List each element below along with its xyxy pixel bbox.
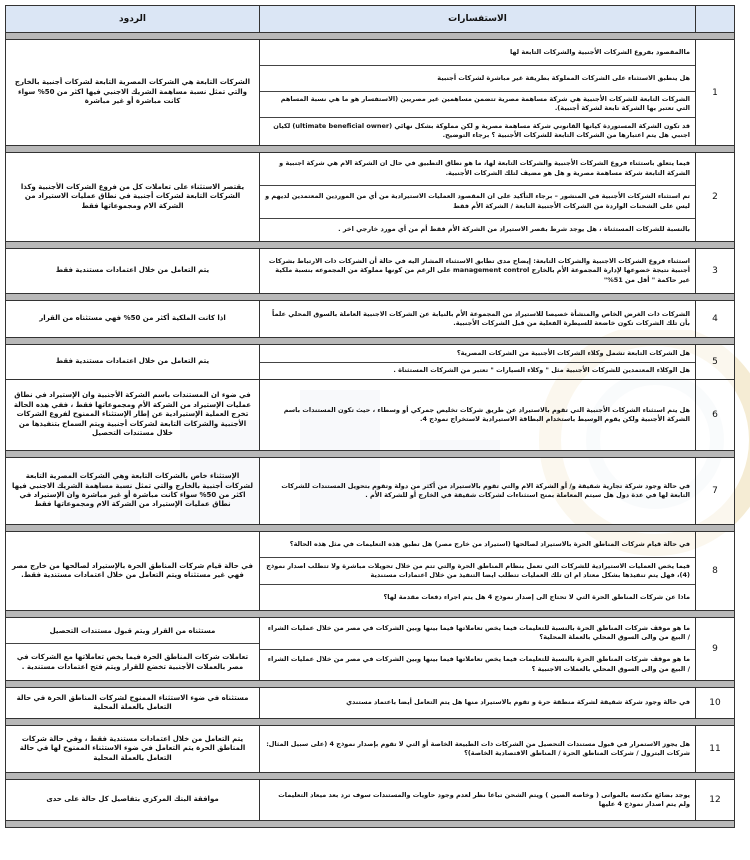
- question: في حالة قيام شركات المناطق الحرة بالاستيراد لصالحها (استيراد من خارج مصر) هل تطبق هذه التعليمات في مثل هذه الحالة؟: [260, 532, 695, 558]
- table-header: [6, 6, 734, 33]
- answer-cell: يتم التعامل من خلال اعتمادات مستندية فقط: [55, 266, 210, 275]
- question: الشركات ذات الغرض الخاص والمنشأة خصيصا للاستيراد من المجموعة الأم بالنيابة عن الشركات الاجنبية العاملة بالسوق المحلي علماً بأن تلك الشركات تكون خاضعة للسيطرة الفعلية من قبل الشركات الأجنبية.: [272, 309, 690, 327]
- row-number: 3: [695, 249, 734, 293]
- row-number: 7: [695, 458, 734, 524]
- questions-cell: [259, 780, 695, 820]
- row-number: 2: [695, 153, 734, 241]
- row-separator: [6, 146, 734, 153]
- row-separator: [6, 294, 734, 301]
- row-number: 8: [695, 532, 734, 610]
- row-separator: [6, 525, 734, 532]
- table-row: [6, 780, 734, 821]
- table-row: [6, 153, 734, 242]
- question: ما هو موقف شركات المناطق الحرة بالنسبة للتعليمات فيما يخص تعاملاتها فيما بينها وبين الشركات في مصر من خلال عمليات الشراء / البيع من والى السوق المحلي بالعملات الاجنبية ؟: [267, 655, 690, 673]
- question: فيما يتعلق باستثناء فروع الشركات الأجنبية والشركات التابعة لها، ما هو نطاق التطبيق في حال ان الشركة الام هي شركة اجنبية و الشركة التابعة شركة مساهمة مصرية و هل هو مضيف لتلك الشركات الأجنبية.: [260, 153, 695, 186]
- questions-cell: [259, 618, 695, 680]
- header-questions: الاستفسارات: [259, 6, 695, 32]
- row-separator: [6, 33, 734, 40]
- answer-cell: في حالة قيام شركات المناطق الحرة بالإستيراد لصالحها من خارج مصر فهي غير مستثناه ويتم التعامل من خلال اعتمادات مستندية فقط.: [12, 561, 253, 579]
- answer-cell: في ضوء ان المستندات باسم الشركة الأجنبية وان الإستيراد في نطاق عمليات الإستيراد من الشركة الأم ومجموعاتها فقط ، ففي هذه الحالة تخرج العملية الإستيرادية عن إطار الإستثناء الممنوح لفروع الشركات الأجنبية والشركات التابعة لشركات أجنبية ويتم السماح بتنفيذها من خلال مستندات التحصيل: [13, 391, 252, 438]
- row-separator: [6, 451, 734, 458]
- question: ماذا عن شركات المناطق الحرة التي لا تحتاج الى إصدار نموذج 4 هل يتم اجراء دفعات مقدمة لها؟: [383, 592, 690, 601]
- header-answers: الردود: [119, 13, 146, 24]
- row-separator: [6, 611, 734, 618]
- questions-cell: [259, 380, 695, 450]
- row-number: 6: [695, 380, 734, 450]
- question: بالنسبة للشركات المستثناة ، هل يوجد شرط بقصر الاستيراد من الشركة الأم فقط أم من أي مورد خارجي اخر .: [338, 225, 690, 234]
- answer-cell: موافقة البنك المركزي بتفاصيل كل حالة على حدى: [46, 795, 219, 804]
- question: تم استثناء الشركات الأجنبية في المنشور – برجاء التأكيد على ان المقصود العمليات الاستيرادية من أي من الموردين المعتمدين لديهم و ليس على الشحنات الواردة من الشركات الأجنبية التابعة / الشركة الأم فقط: [260, 186, 695, 219]
- row-number: 10: [695, 688, 734, 718]
- table-row: [6, 458, 734, 525]
- row-number: 11: [695, 726, 734, 772]
- answer-cell: اذا كانت الملكية أكثر من 50% فهي مستثناه من القرار: [39, 314, 226, 323]
- questions-cell: [259, 153, 695, 241]
- row-separator: [6, 773, 734, 780]
- answers-cell: [6, 618, 259, 680]
- question: هل الوكلاء المعتمدين للشركات الأجنبية مثل " وكلاء السيارات " تعتبر من الشركات المستثناة .: [393, 366, 690, 375]
- answer-cell: مستثناه في ضوء الاستثناء الممنوح لشركات المناطق الحرة في حالة التعامل بالعملة المحلية: [16, 693, 249, 711]
- table-row: [6, 726, 734, 773]
- row-separator: [6, 242, 734, 249]
- faq-table: [5, 5, 735, 828]
- question: هل الشركات التابعة تشمل وكلاء الشركات الأجنبية من الشركات المصرية؟: [260, 345, 695, 363]
- questions-cell: [259, 458, 695, 524]
- row-separator: [6, 719, 734, 726]
- question: الشركات التابعة للشركات الأجنبية هي شركة مساهمة مصرية تتضمن مساهمين غير مصريين (الاستفسار هو ما هي نسبة المساهم التي تعتبر بها الشركة تابعة لشركة أجنبية).: [260, 92, 695, 118]
- questions-cell: [259, 345, 695, 379]
- row-number: 4: [695, 301, 734, 337]
- question: ماالمقصود بفروع الشركات الأجنبية والشركات التابعة لها: [260, 40, 695, 66]
- row-number: 9: [695, 618, 734, 680]
- table-row: [6, 345, 734, 380]
- answer-cell: الإستثناء خاص بالشركات التابعة وهي الشركات المصرية التابعة لشركات أجنبية بالخارج والتي تمثل نسبة مساهمة الشريك الاجنبي فيها اكثر من 50% سواء كانت مباشرة أو غير مباشرة وان الإستيراد في نطاق عمليات الإستيراد من الشركة الام ومجموعاتها فقط: [12, 472, 253, 509]
- answer-cell: الشركات التابعة هي الشركات المصرية التابعة لشركات أجنبية بالخارج والتي تمثل نسبة مساهمة الشريك الاجنبي فيها اكثر من 50% سواء كانت مباشرة أو غير مباشرة: [14, 78, 251, 106]
- question: يوجد بضائع مكدسه بالموانى ( وخاصه الصين ) ويتم الشحن تباعا نظر لعدم وجود حاويات والمستندات سوف ترد بعد ميعاد التعليمات ولم يتم اصدار نموذج 4 عليها: [278, 790, 690, 808]
- row-separator: [6, 338, 734, 345]
- header-num: [695, 6, 734, 32]
- question: هل ينطبق الاستثناء على الشركات المملوكة بطريقة غير مباشرة لشركات أجنبية: [260, 66, 695, 92]
- table-row: [6, 532, 734, 611]
- question: هل يتم استثناء الشركات الأجنبية التي تقوم بالاستيراد عن طريق شركات تخليص جمركي أو وسطاء ، حيث تكون المستندات باسم الشركة الأجنبية ولكن يقوم الوسيط باستخدام البطاقة الاستيرادية لاستخراج نموذج 4.: [283, 405, 690, 423]
- question: فيما يخص العمليات الاستيرادية للشركات التي تعمل بنظام المناطق الحرة والتي تتم من خلال تحويلات مباشرة ولا تتطلب اصدار نموذج (4)، فهل يتم تنفيذها بشكل معتاد ام ان تلك العمليات تتطلب ايضا التنفيذ من خلال اعتمادات مستندية: [260, 558, 695, 585]
- table-row: [6, 688, 734, 719]
- row-separator: [6, 821, 734, 827]
- question: قد تكون الشركة المستوردة كيانها القانوني شركة مساهمة مصرية و لكن مملوكة بشكل نهائي (ultimate beneficial owner) لكيان اجنبي هل يتم اعتبارها من الشركات التابعة للشركات الأجنبية ؟ برجاء التوضيح.: [273, 121, 690, 140]
- question: هل يجوز الاستمرار في قبول مستندات التحصيل من الشركات ذات الطبيعة الخاصة أو التي لا تقوم بإصدار نموذج 4 (على سبيل المثال: شركات البترول / شركات المناطق الحرة / المناطق الاقتصادية الخاصة)؟: [266, 739, 690, 757]
- questions-cell: [259, 726, 695, 772]
- table-row: [6, 380, 734, 451]
- question: في حالة وجود شركة شقيقة لشركة منطقة حرة و تقوم بالاستيراد منها هل يتم التعامل أيضا باعتماد مستندي: [346, 698, 690, 707]
- row-separator: [6, 681, 734, 688]
- questions-cell: [259, 301, 695, 337]
- questions-cell: [259, 249, 695, 293]
- table-row: [6, 301, 734, 338]
- table-row: [6, 249, 734, 294]
- question: في حالة وجود شركة تجارية شقيقة و/ أو الشركة الام والتي تقوم بالاستيراد من أكثر من دولة وتقوم بتحويل المستندات للشركات التابعة لها في عدة دول هل سيتم المعاملة بمنح استثناءات لشركات شقيقة في الخارج أو للشركة الأم .: [281, 481, 690, 499]
- answer: تعاملات شركات المناطق الحرة فيما يخص تعاملاتها مع الشركات في مصر بالعملات الأجنبية تخضع للقرار ويتم فتح اعتمادات مستندية .: [16, 653, 249, 672]
- answer: مستثناه من القرار ويتم قبول مستندات التحصيل: [6, 618, 259, 644]
- table-row: [6, 618, 734, 681]
- row-number: 1: [695, 40, 734, 145]
- question: ما هو موقف شركات المناطق الحرة بالنسبة للتعليمات فيما يخص تعاملاتها فيما بينها وبين الشركات في مصر من خلال عمليات الشراء / البيع من والى السوق المحلي بالعملة المحلية؟: [260, 618, 695, 650]
- row-number: 12: [695, 780, 734, 820]
- questions-cell: [259, 688, 695, 718]
- question: استثناء فروع الشركات الاجنبية والشركات التابعة: إيضاح مدى تطابق الاستثناء المشار اليه في حالة أن الشركات ذات الارتباط بشركات أجنبية نتيجة خضوعها لإدارة المجموعة الأم بالخارج management control على الرغم من كونها مملوكة من المجموعه بنسبة ملكية غير حاكمة " أقل من 51%": [268, 256, 690, 284]
- answer-cell: يقتصر الاستثناء على تعاملات كل من فروع الشركات الأجنبية وكذا الشركات التابعة لشركات أجنبية في نطاق عمليات الاستيراد من الشركة الام ومجموعاتها فقط: [20, 182, 245, 210]
- questions-cell: [259, 532, 695, 610]
- answer-cell: يتم التعامل من خلال اعتمادات مستندية فقط: [55, 357, 210, 366]
- questions-cell: [259, 40, 695, 145]
- table-row: [6, 40, 734, 146]
- row-number: 5: [695, 345, 734, 379]
- answer-cell: يتم التعامل من خلال اعتمادات مستندية فقط ، وفي حالة شركات المناطق الحرة يتم التعامل في ضوء الاستثناء الممنوح لها في حالة التعامل بالعملة المحلية: [19, 734, 246, 762]
